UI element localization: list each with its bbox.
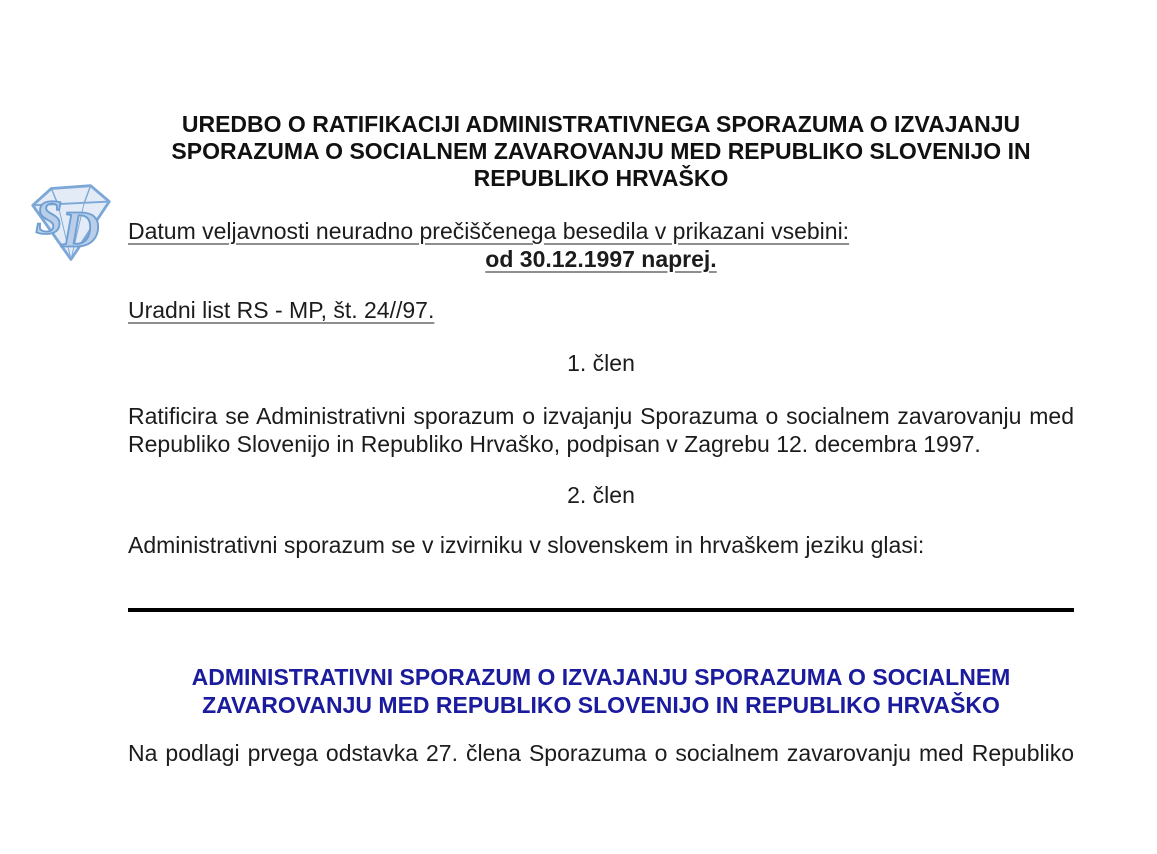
agreement-title [128, 663, 1074, 719]
article-2-number: 2. člen [567, 482, 635, 508]
article-1-body: Ratificira se Administrativni sporazum o izvajanju Sporazuma o socialnem zavarovanju med Republiko Slovenijo in Republiko Hrvaško, podpisan v Zagrebu 12. decembra 1997. [128, 403, 1074, 457]
decree-title-line-3: REPUBLIKO HRVAŠKO [473, 165, 729, 191]
validity-note-text: Datum veljavnosti neuradno prečiščenega besedila v prikazani vsebini: [128, 218, 850, 244]
validity-date [128, 245, 1074, 273]
document-content [128, 111, 1074, 767]
section-divider-rule [128, 608, 1074, 612]
agreement-intro-paragraph: Na podlagi prvega odstavka 27. člena Sporazuma o socialnem zavarovanju med Republiko [128, 740, 1074, 766]
logo-letter-d: D [61, 200, 100, 259]
validity-note [128, 217, 1074, 245]
agreement-title-line-1: ADMINISTRATIVNI SPORAZUM O IZVAJANJU SPORAZUMA O SOCIALNEM [191, 664, 1011, 690]
decree-title-line-2: SPORAZUMA O SOCIALNEM ZAVAROVANJU MED REPUBLIKO SLOVENIJO IN [171, 138, 1031, 164]
article-2-body: Administrativni sporazum se v izvirniku v slovenskem in hrvaškem jeziku glasi: [128, 532, 925, 558]
document-page [0, 111, 1157, 854]
article-1-number: 1. člen [567, 350, 635, 376]
agreement-title-line-2: ZAVAROVANJU MED REPUBLIKO SLOVENIJO IN REPUBLIKO HRVAŠKO [202, 692, 1000, 718]
sd-gem-logo-icon [24, 181, 118, 265]
logo-letter-s: S [35, 191, 63, 245]
gazette-reference [128, 296, 1074, 324]
decree-title-line-1: UREDBO O RATIFIKACIJI ADMINISTRATIVNEGA SPORAZUMA O IZVAJANJU [181, 111, 1021, 137]
decree-title [128, 111, 1074, 192]
validity-date-text: od 30.12.1997 naprej. [485, 246, 717, 272]
gazette-reference-text: Uradni list RS - MP, št. 24//97. [128, 297, 435, 323]
